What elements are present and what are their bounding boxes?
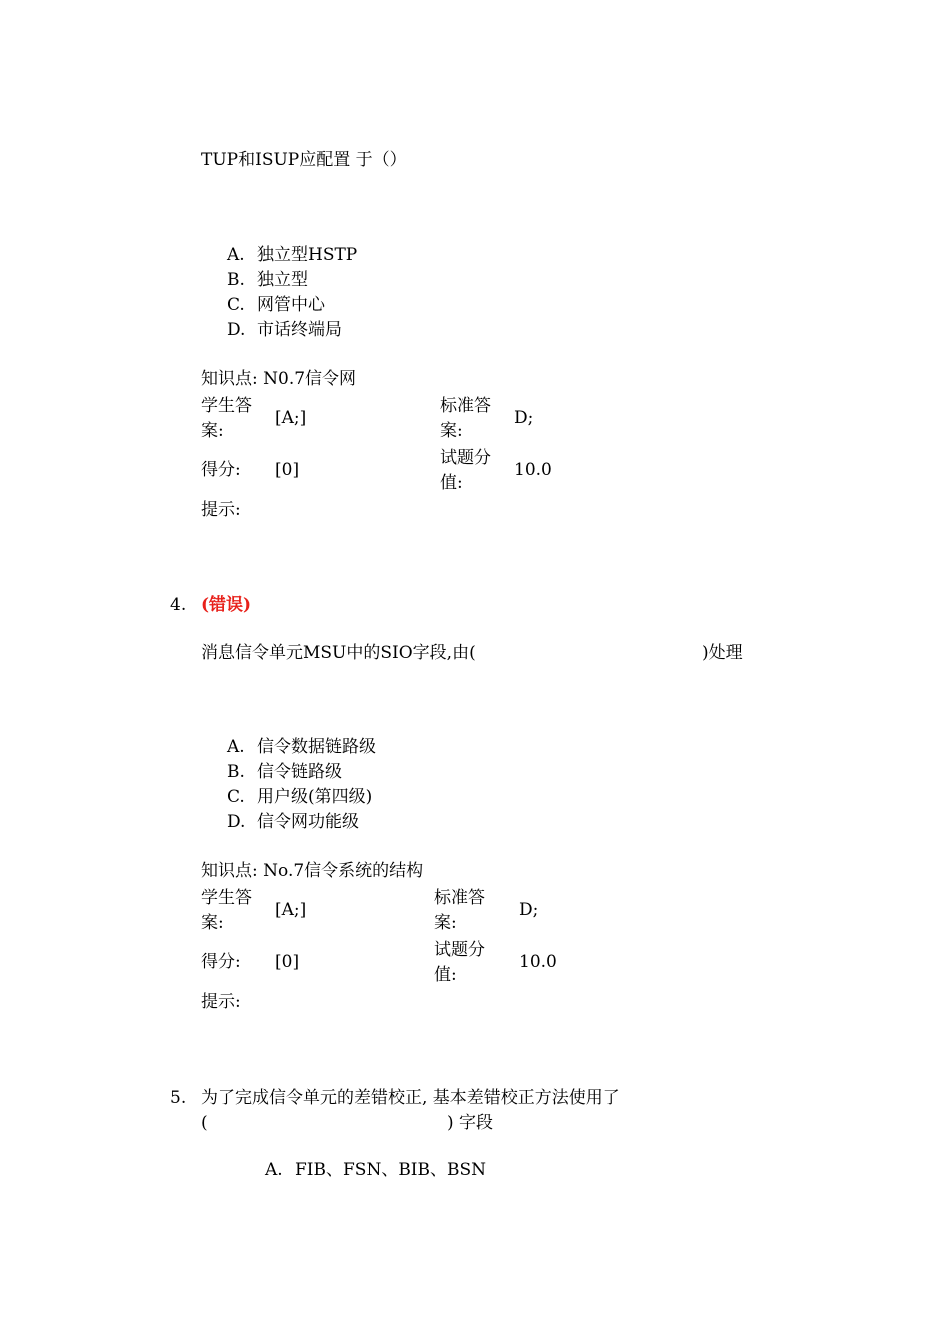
q5-stem-close: ) 字段 (447, 1113, 494, 1133)
q3-student-answer-label-1: 学生答 (201, 396, 252, 416)
option-text: FIB、FSN、BIB、BSN (295, 1160, 487, 1180)
q5-number: 5. (170, 1088, 187, 1108)
q3-student-answer-label-2: 案: (201, 421, 224, 441)
q3-hint-label: 提示: (201, 500, 241, 520)
option-text: 独立型 (257, 270, 308, 290)
q4-value-label-1: 试题分 (434, 940, 485, 960)
option-letter: C. (227, 295, 245, 315)
q4-option-b[interactable] (227, 760, 342, 784)
option-letter: C. (227, 787, 245, 807)
q3-standard-answer-label-1: 标准答 (440, 396, 491, 416)
q4-hint-label: 提示: (201, 992, 241, 1012)
option-text: 独立型HSTP (257, 245, 358, 265)
q4-standard-answer: D; (519, 900, 539, 920)
option-letter: D. (227, 320, 246, 340)
q3-standard-answer: D; (514, 408, 534, 428)
option-text: 用户级(第四级) (257, 787, 373, 807)
q4-option-d[interactable] (227, 810, 359, 834)
q4-score: [0] (275, 952, 300, 972)
q5-stem-open-paren: ( (201, 1113, 208, 1133)
q3-option-c[interactable] (227, 293, 325, 317)
q4-score-label: 得分: (201, 952, 241, 972)
q4-stem-part1: 消息信令单元MSU中的SIO字段,由( (201, 643, 476, 663)
option-text: 信令网功能级 (257, 812, 359, 832)
option-letter: A. (227, 737, 245, 757)
q5-option-a[interactable] (265, 1158, 486, 1182)
q3-value: 10.0 (514, 460, 552, 480)
q3-score-label: 得分: (201, 460, 241, 480)
option-letter: B. (227, 762, 245, 782)
q4-value-label-2: 值: (434, 965, 457, 985)
q3-option-a[interactable] (227, 243, 357, 267)
q3-student-answer: [A;] (275, 408, 307, 428)
option-letter: A. (265, 1160, 283, 1180)
q4-stem-part2: )处理 (702, 643, 743, 663)
q5-stem-line1: 为了完成信令单元的差错校正, 基本差错校正方法使用了 (201, 1088, 620, 1108)
q4-option-c[interactable] (227, 785, 372, 809)
option-text: 网管中心 (257, 295, 325, 315)
q4-value: 10.0 (519, 952, 557, 972)
q3-option-b[interactable] (227, 268, 308, 292)
q4-knowledge-point: 知识点: No.7信令系统的结构 (201, 861, 424, 881)
q4-number: 4. (170, 595, 187, 615)
q4-student-answer-label-1: 学生答 (201, 888, 252, 908)
q4-option-a[interactable] (227, 735, 376, 759)
option-letter: A. (227, 245, 245, 265)
q3-knowledge-point: 知识点: N0.7信令网 (201, 369, 357, 389)
option-text: 信令数据链路级 (257, 737, 376, 757)
q4-standard-answer-label-2: 案: (434, 913, 457, 933)
q3-stem: TUP和ISUP应配置 于（） (201, 150, 407, 170)
q3-value-label-1: 试题分 (440, 448, 491, 468)
q4-standard-answer-label-1: 标准答 (434, 888, 485, 908)
q4-status-badge: (错误) (201, 595, 252, 615)
option-text: 信令链路级 (257, 762, 342, 782)
q3-value-label-2: 值: (440, 473, 463, 493)
q4-student-answer: [A;] (275, 900, 307, 920)
option-letter: D. (227, 812, 246, 832)
option-letter: B. (227, 270, 245, 290)
q3-option-d[interactable] (227, 318, 342, 342)
q4-student-answer-label-2: 案: (201, 913, 224, 933)
option-text: 市话终端局 (257, 320, 342, 340)
q3-score: [0] (275, 460, 300, 480)
q3-standard-answer-label-2: 案: (440, 421, 463, 441)
